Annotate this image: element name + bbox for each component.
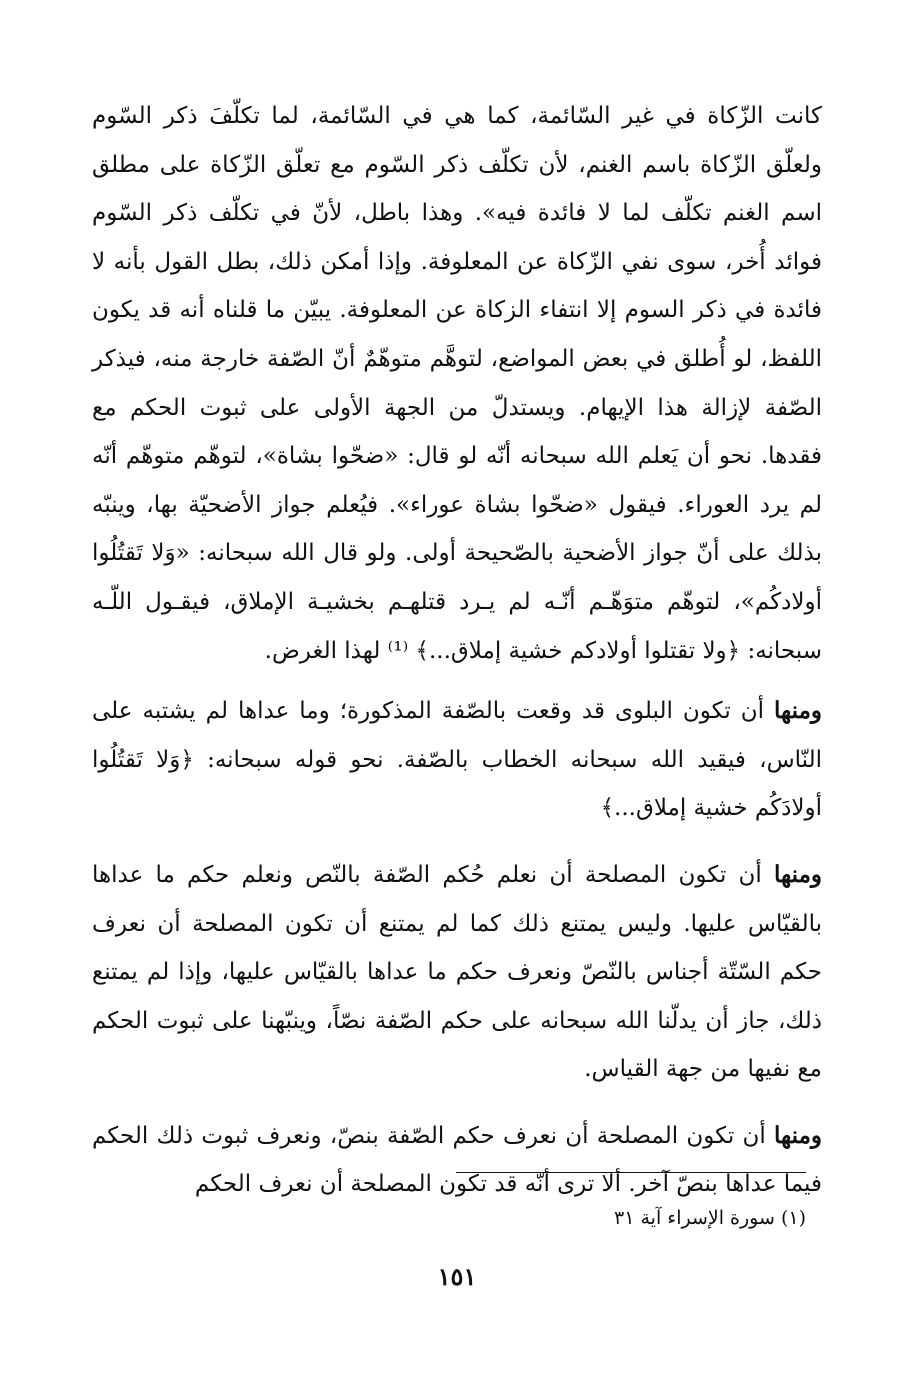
paragraph-3-text: أن تكون المصلحة أن نعلم حُكم الصّفة بالنّص ونعلم حكم ما عداها بالقيّاس عليها. وليس يمتنع ذلك كما لم يمتنع أن تكون المصلحة أن نعرف حكم السّتّة أجناس بالنّصّ ونعرف حكم ما عداها بالقيّاس عليها، وإذا لم يمتنع ذلك، جاز أن يدلّنا الله سبحانه على حكم الصّفة نصّاً، وينبّهنا على ثبوت الحكم مع نفيها من جهة القياس. xyxy=(92,861,822,1083)
paragraph-2-text: أن تكون البلوى قد وقعت بالصّفة المذكورة؛ وما عداها لم يشتبه على النّاس، فيقيد الله سبحانه الخطاب بالصّفة. نحو قوله سبحانه: ﴿وَلا تَقتُلُوا أولادَكُم خشية إملاق...﴾ xyxy=(92,698,822,822)
paragraph-2 xyxy=(92,687,822,833)
body-text xyxy=(92,92,822,1209)
footnote: (١) سورة الإسراء آية ٣١ xyxy=(614,1207,806,1229)
paragraph-1-text: كانت الزّكاة في غير السّائمة، كما هي في السّائمة، لما تكلّفَ ذكر السّوم ولعلّق الزّكاة باسم الغنم، لأن تكلّف ذكر السّوم مع تعلّق الزّكاة على مطلق اسم الغنم تكلّف لما لا فائدة فيه». وهذا باطل، لأنّ في تكلّف ذكر السّوم فوائد أُخر، سوى نفي الزّكاة عن المعلوفة. وإذا أمكن ذلك، بطل القول بأنه لا فائدة في ذكر السوم إلا انتفاء الزكاة عن المعلوفة. يبيّن ما قلناه أنه قد يكون اللفظ، لو أُطلق في بعض المواضع، لتوهَّم متوهّمٌ أنّ الصّفة خارجة منه، فيذكر الصّفة لإزالة هذا الإيهام. ويستدلّ من الجهة الأولى على ثبوت الحكم مع فقدها. نحو أن يَعلم الله سبحانه أنّه لو قال: «ضحّوا بشاة»، لتوهّم متوهّم أنّه لم يرد العوراء. فيقول «ضحّوا بشاة عوراء». فيُعلم جواز الأضحيّة بها، وينبّه بذلك على أنّ جواز الأضحية بالصّحيحة أولى. ولو قال الله سبحانه: «وَلا تَقتُلُوا أولادكُم»، لتوهّم متوَهّـم أنّـه لم يـرد قتلهـم بخشيـة الإملاق، فيقـول اللّـه سبحانه: ﴿ولا تقتلوا أولادكم خشية إملاق...﴾ ⁽¹⁾ لهذا الغرض. xyxy=(92,103,822,664)
paragraph-3 xyxy=(92,851,822,1094)
paragraph-4 xyxy=(92,1112,822,1209)
paragraph-4-text: أن تكون المصلحة أن نعرف حكم الصّفة بنصّ، ونعرف ثبوت ذلك الحكم فيما عداها بنصّ آخر. ألا ترى أنّه قد تكون المصلحة أن نعرف الحكم xyxy=(92,1122,822,1198)
footnote-divider xyxy=(456,1172,806,1173)
paragraph-3-lead: ومنها xyxy=(774,860,822,888)
paragraph-1 xyxy=(92,92,822,675)
page-number: ١٥١ xyxy=(437,1262,477,1291)
paragraph-4-lead: ومنها xyxy=(774,1121,822,1149)
paragraph-2-lead: ومنها xyxy=(774,697,822,725)
